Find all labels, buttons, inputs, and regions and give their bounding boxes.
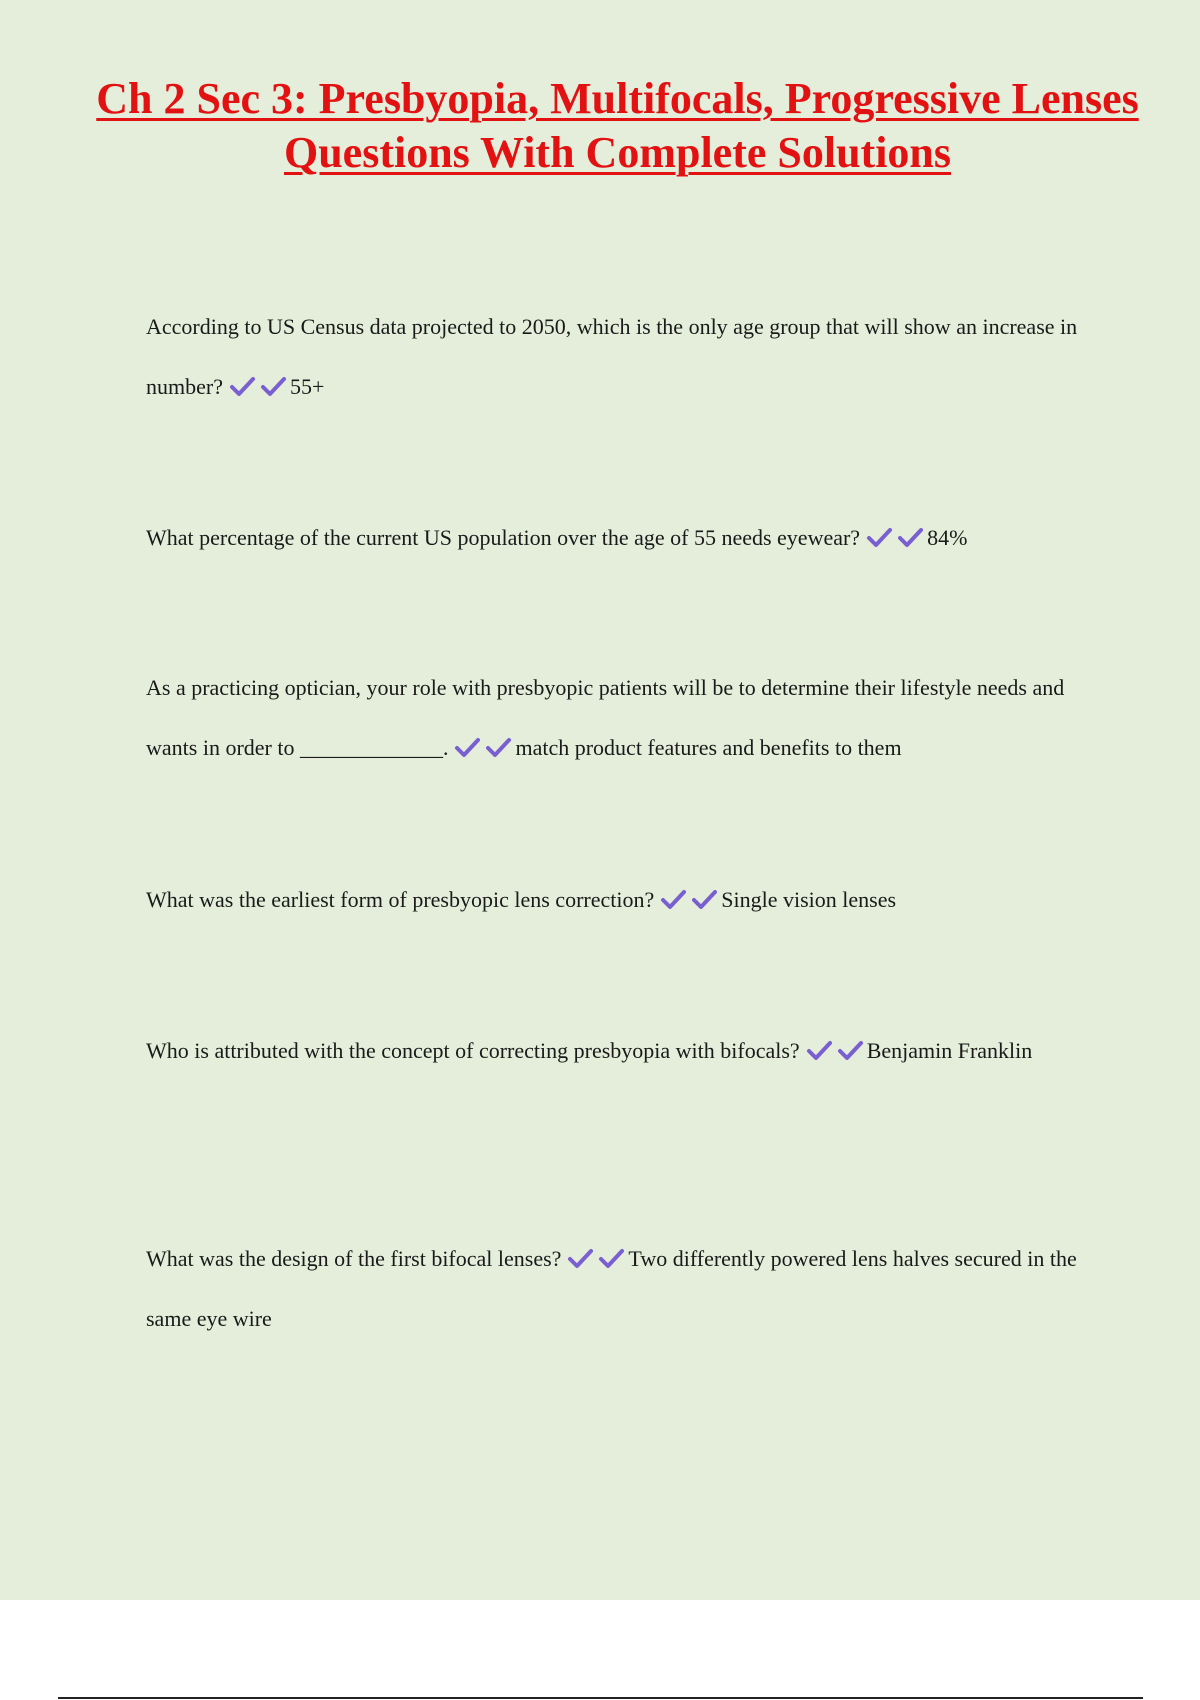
qa-item-4 — [146, 870, 1086, 930]
question-text: What was the design of the first bifocal lenses? — [146, 1246, 562, 1271]
document-title: Ch 2 Sec 3: Presbyopia, Multifocals, Progressive Lenses Questions With Complete Solutions — [96, 74, 1139, 177]
double-check-icon — [866, 526, 924, 548]
double-check-icon — [229, 375, 287, 397]
answer-text: 55+ — [289, 374, 325, 399]
footer-divider — [58, 1697, 1143, 1699]
qa-item-2 — [146, 508, 1086, 568]
qa-item-5 — [146, 1021, 1086, 1081]
qa-item-3 — [146, 658, 1086, 778]
answer-text: Benjamin Franklin — [866, 1038, 1033, 1063]
question-text: As a practicing optician, your role with presbyopic patients will be to determine their lifestyle needs and wants in order to _____________. — [146, 675, 1065, 760]
double-check-icon — [660, 888, 718, 910]
question-text: What was the earliest form of presbyopic lens correction? — [146, 887, 655, 912]
double-check-icon — [454, 736, 512, 758]
answer-text: Single vision lenses — [721, 887, 897, 912]
question-text: According to US Census data projected to 2050, which is the only age group that will show an increase in number? — [146, 314, 1078, 399]
qa-item-6 — [146, 1229, 1086, 1349]
answer-text: 84% — [927, 525, 968, 550]
question-text: Who is attributed with the concept of correcting presbyopia with bifocals? — [146, 1038, 800, 1063]
answer-text: Two differently powered lens halves secured in the same eye wire — [146, 1246, 1077, 1331]
qa-item-1 — [146, 297, 1086, 417]
question-text: What percentage of the current US population over the age of 55 needs eyewear? — [146, 525, 861, 550]
answer-text: match product features and benefits to them — [515, 735, 902, 760]
double-check-icon — [806, 1039, 864, 1061]
double-check-icon — [567, 1247, 625, 1269]
